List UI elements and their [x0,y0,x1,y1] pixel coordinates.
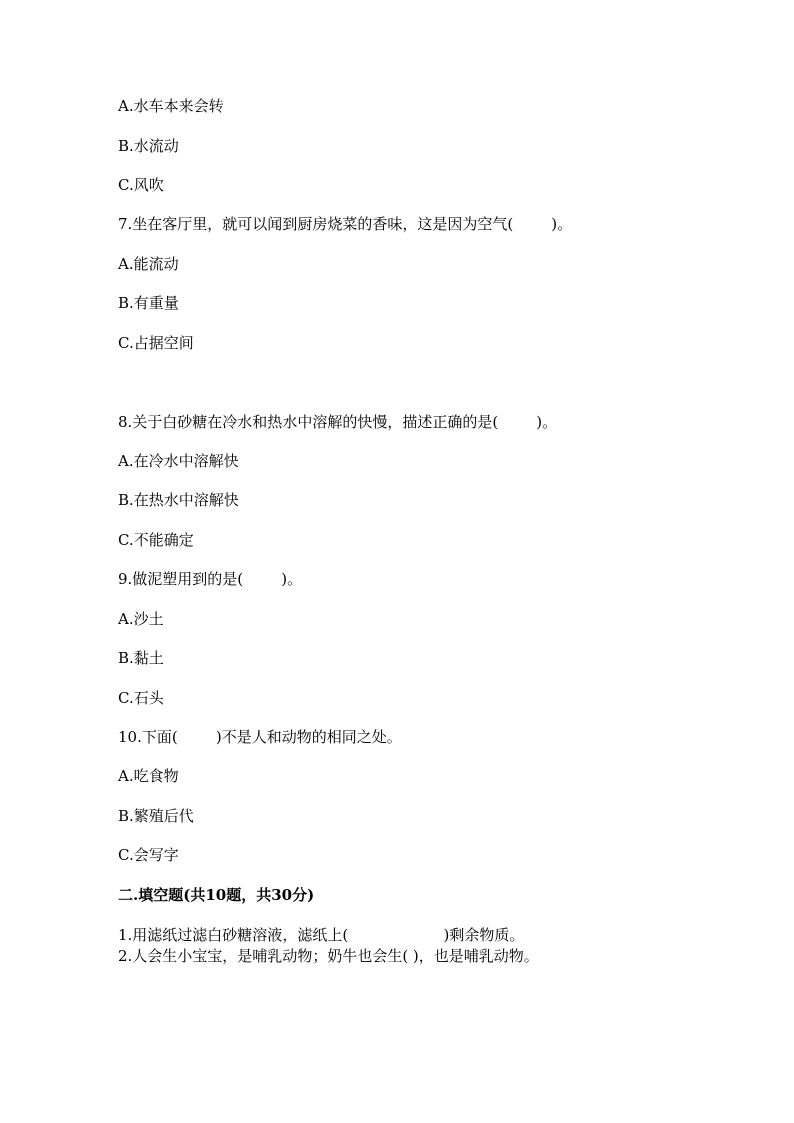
q7-option-c: C.占据空间 [118,334,194,352]
q9-option-c: C.石头 [118,689,164,707]
q10-stem: 10.下面( )不是人和动物的相同之处。 [118,728,402,746]
q9-stem: 9.做泥塑用到的是( )。 [118,570,303,588]
q9-option-a: A.沙土 [118,610,164,628]
q6-option-c: C.风吹 [118,176,164,194]
q6-option-b: B.水流动 [118,137,179,155]
section-title-fill-in: 二.填空题(共10题，共30分) [118,886,315,904]
fill-q2: 2.人会生小宝宝，是哺乳动物；奶牛也会生( )，也是哺乳动物。 [118,947,539,965]
q8-option-c: C.不能确定 [118,531,194,549]
q10-option-a: A.吃食物 [118,767,179,785]
q7-option-a: A.能流动 [118,255,179,273]
q8-stem: 8.关于白砂糖在冷水和热水中溶解的快慢，描述正确的是( )。 [118,413,558,431]
q7-option-b: B.有重量 [118,294,179,312]
q7-stem: 7.坐在客厅里，就可以闻到厨房烧菜的香味，这是因为空气( )。 [118,215,573,233]
q10-option-c: C.会写字 [118,846,179,864]
q9-option-b: B.黏土 [118,649,164,667]
fill-q1: 1.用滤纸过滤白砂糖溶液，滤纸上( )剩余物质。 [118,926,525,944]
q10-option-b: B.繁殖后代 [118,807,194,825]
q8-option-b: B.在热水中溶解快 [118,491,239,509]
q8-option-a: A.在冷水中溶解快 [118,452,239,470]
q6-option-a: A.水车本来会转 [118,97,224,115]
